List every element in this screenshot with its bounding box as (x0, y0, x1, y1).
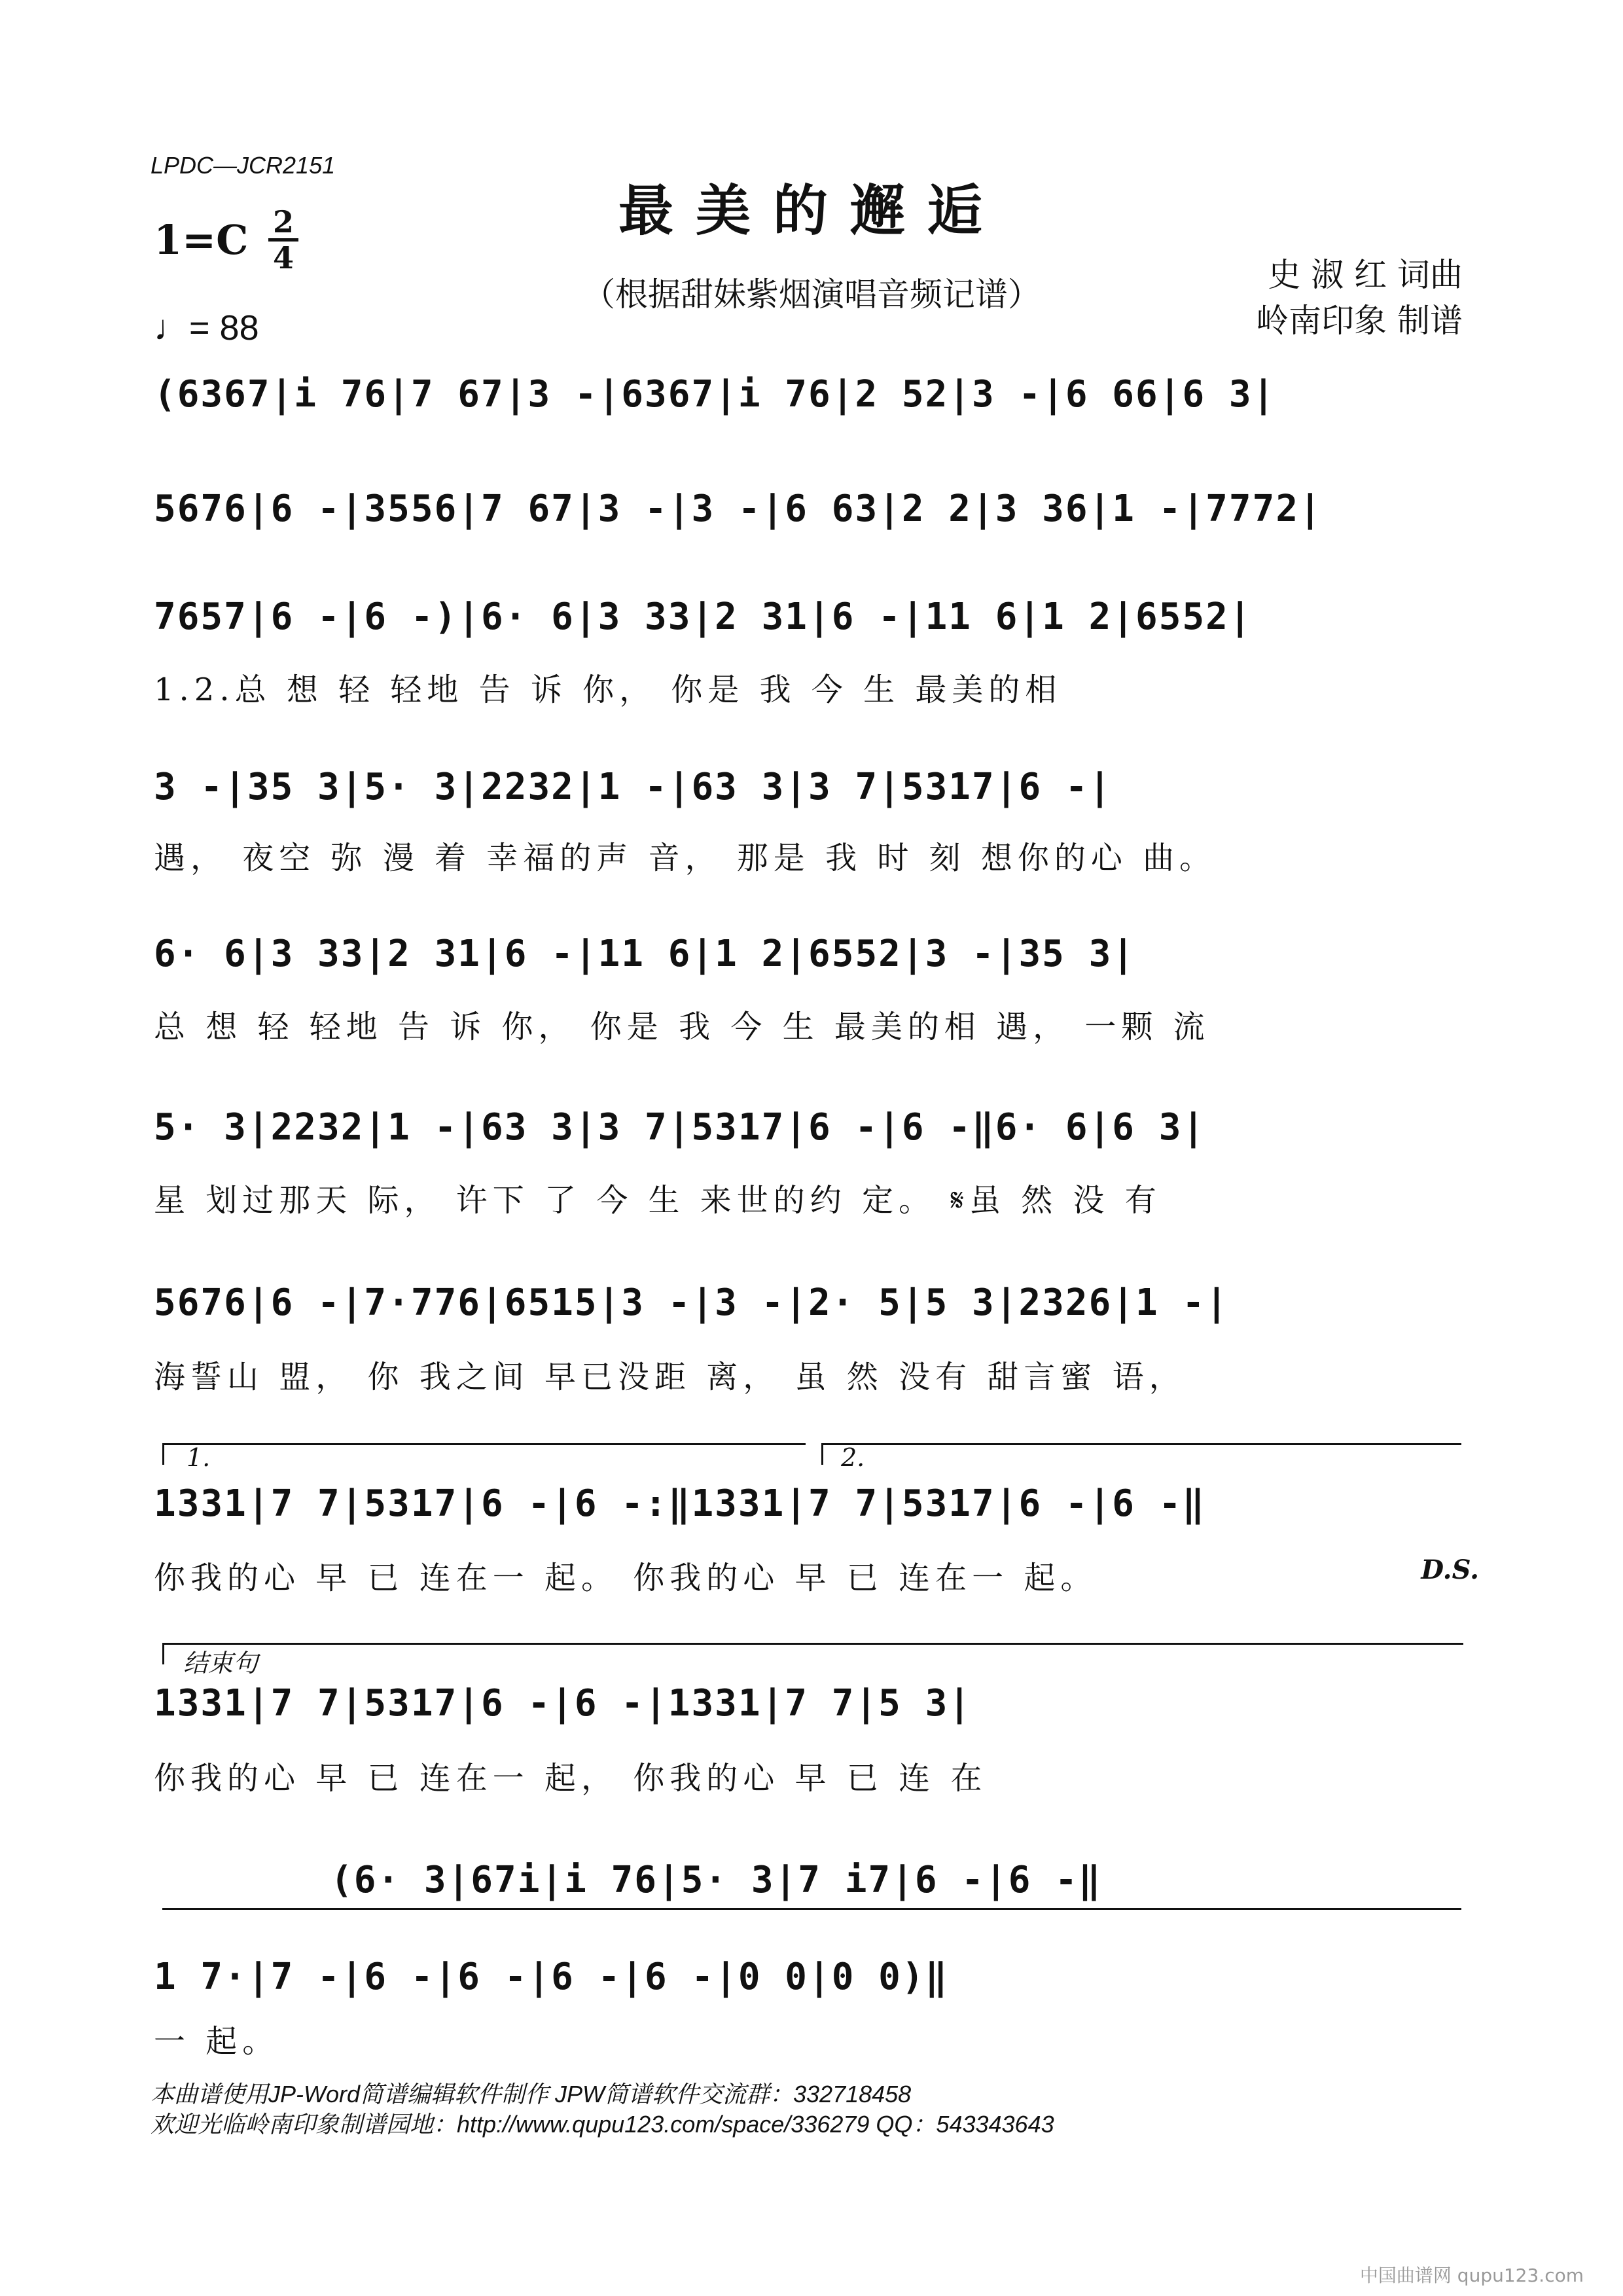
time-denominator: 4 (272, 240, 294, 276)
coda-label: 结束句 (183, 1649, 259, 1677)
credit-score: 岭南印象 制谱 (1256, 302, 1463, 340)
tempo-marking: ♩= 88 (154, 308, 259, 348)
notation-line: 1331|7 7|5317|6 -|6 -|1331|7 7|5 3| (154, 1682, 972, 1725)
notation-line: (6· 3|67i|i 76|5· 3|7 i7|6 -|6 -‖ (330, 1859, 1102, 1901)
notation-line: 6· 6|3 33|2 31|6 -|11 6|1 2|6552|3 -|35 3| (154, 933, 1136, 975)
page-title: 最美的邂逅 (618, 178, 1005, 243)
lyrics-line: 你我的心 早 已 连在一 起。 你我的心 早 已 连在一 起。 (154, 1560, 1097, 1596)
subtitle: （根据甜妹紫烟演唱音频记谱） (582, 276, 1041, 314)
key-signature: 1=C (154, 216, 249, 264)
lyrics-line: 海誓山 盟， 你 我之间 早已没距 离， 虽 然 没有 甜言蜜 语， (154, 1359, 1186, 1395)
notation-line: (6367|i 76|7 67|3 -|6367|i 76|2 52|3 -|6 66|6 3| (154, 373, 1276, 416)
notation-line: 1 7·|7 -|6 -|6 -|6 -|6 -|0 0|0 0)‖ (154, 1956, 949, 1998)
notation-line: 5676|6 -|7·776|6515|3 -|3 -|2· 5|5 3|2326|1 -| (154, 1282, 1229, 1324)
notation-line: 5· 3|2232|1 -|63 3|3 7|5317|6 -|6 -‖6· 6|6 3| (154, 1106, 1206, 1149)
footer-line-2: 欢迎光临岭南印象制谱园地：http://www.qupu123.com/space/336279 QQ：543343643 (151, 2111, 1054, 2138)
volta-1-bracket (162, 1443, 806, 1465)
lyrics-line: 总 想 轻 轻地 告 诉 你， 你是 我 今 生 最美的相 遇， 一颗 流 (154, 1009, 1210, 1045)
score-code: LPDC—JCR2151 (151, 152, 336, 179)
volta-2-label: 2. (841, 1443, 865, 1472)
coda-bracket (162, 1643, 1463, 1664)
footer-line-1: 本曲谱使用JP-Word简谱编辑软件制作 JPW简谱软件交流群：332718458 (151, 2081, 912, 2108)
lyrics-line: 一 起。 (154, 2023, 279, 2060)
notation-line: 3 -|35 3|5· 3|2232|1 -|63 3|3 7|5317|6 -| (154, 766, 1113, 808)
notation-line: 1331|7 7|5317|6 -|6 -:‖1331|7 7|5317|6 -|6 -‖ (154, 1482, 1206, 1525)
time-signature (268, 204, 298, 276)
time-numerator: 2 (272, 204, 294, 240)
lyrics-line: 1.2.总 想 轻 轻地 告 诉 你， 你是 我 今 生 最美的相 (154, 672, 1062, 708)
volta-1-label: 1. (187, 1443, 211, 1472)
notation-line: 7657|6 -|6 -)|6· 6|3 33|2 31|6 -|11 6|1 2|6552| (154, 596, 1253, 638)
site-watermark: 中国曲谱网 qupu123.com (1359, 2265, 1584, 2286)
lyrics-line: 星 划过那天 际， 许下 了 今 生 来世的约 定。 𝄋虽 然 没 有 (154, 1182, 1162, 1219)
lyrics-line: 你我的心 早 已 连在一 起， 你我的心 早 已 连 在 (154, 1760, 988, 1797)
staff-divider (162, 1908, 1461, 1910)
lyrics-line: 遇， 夜空 弥 漫 着 幸福的声 音， 那是 我 时 刻 想你的心 曲。 (154, 840, 1217, 876)
notation-line: 5676|6 -|3556|7 67|3 -|3 -|6 63|2 2|3 36|1 -|7772| (154, 488, 1323, 530)
ds-marking: D.S. (1421, 1554, 1479, 1585)
volta-2-bracket (821, 1443, 1461, 1465)
credit-lyrics-music: 史 淑 红 词曲 (1268, 256, 1463, 294)
